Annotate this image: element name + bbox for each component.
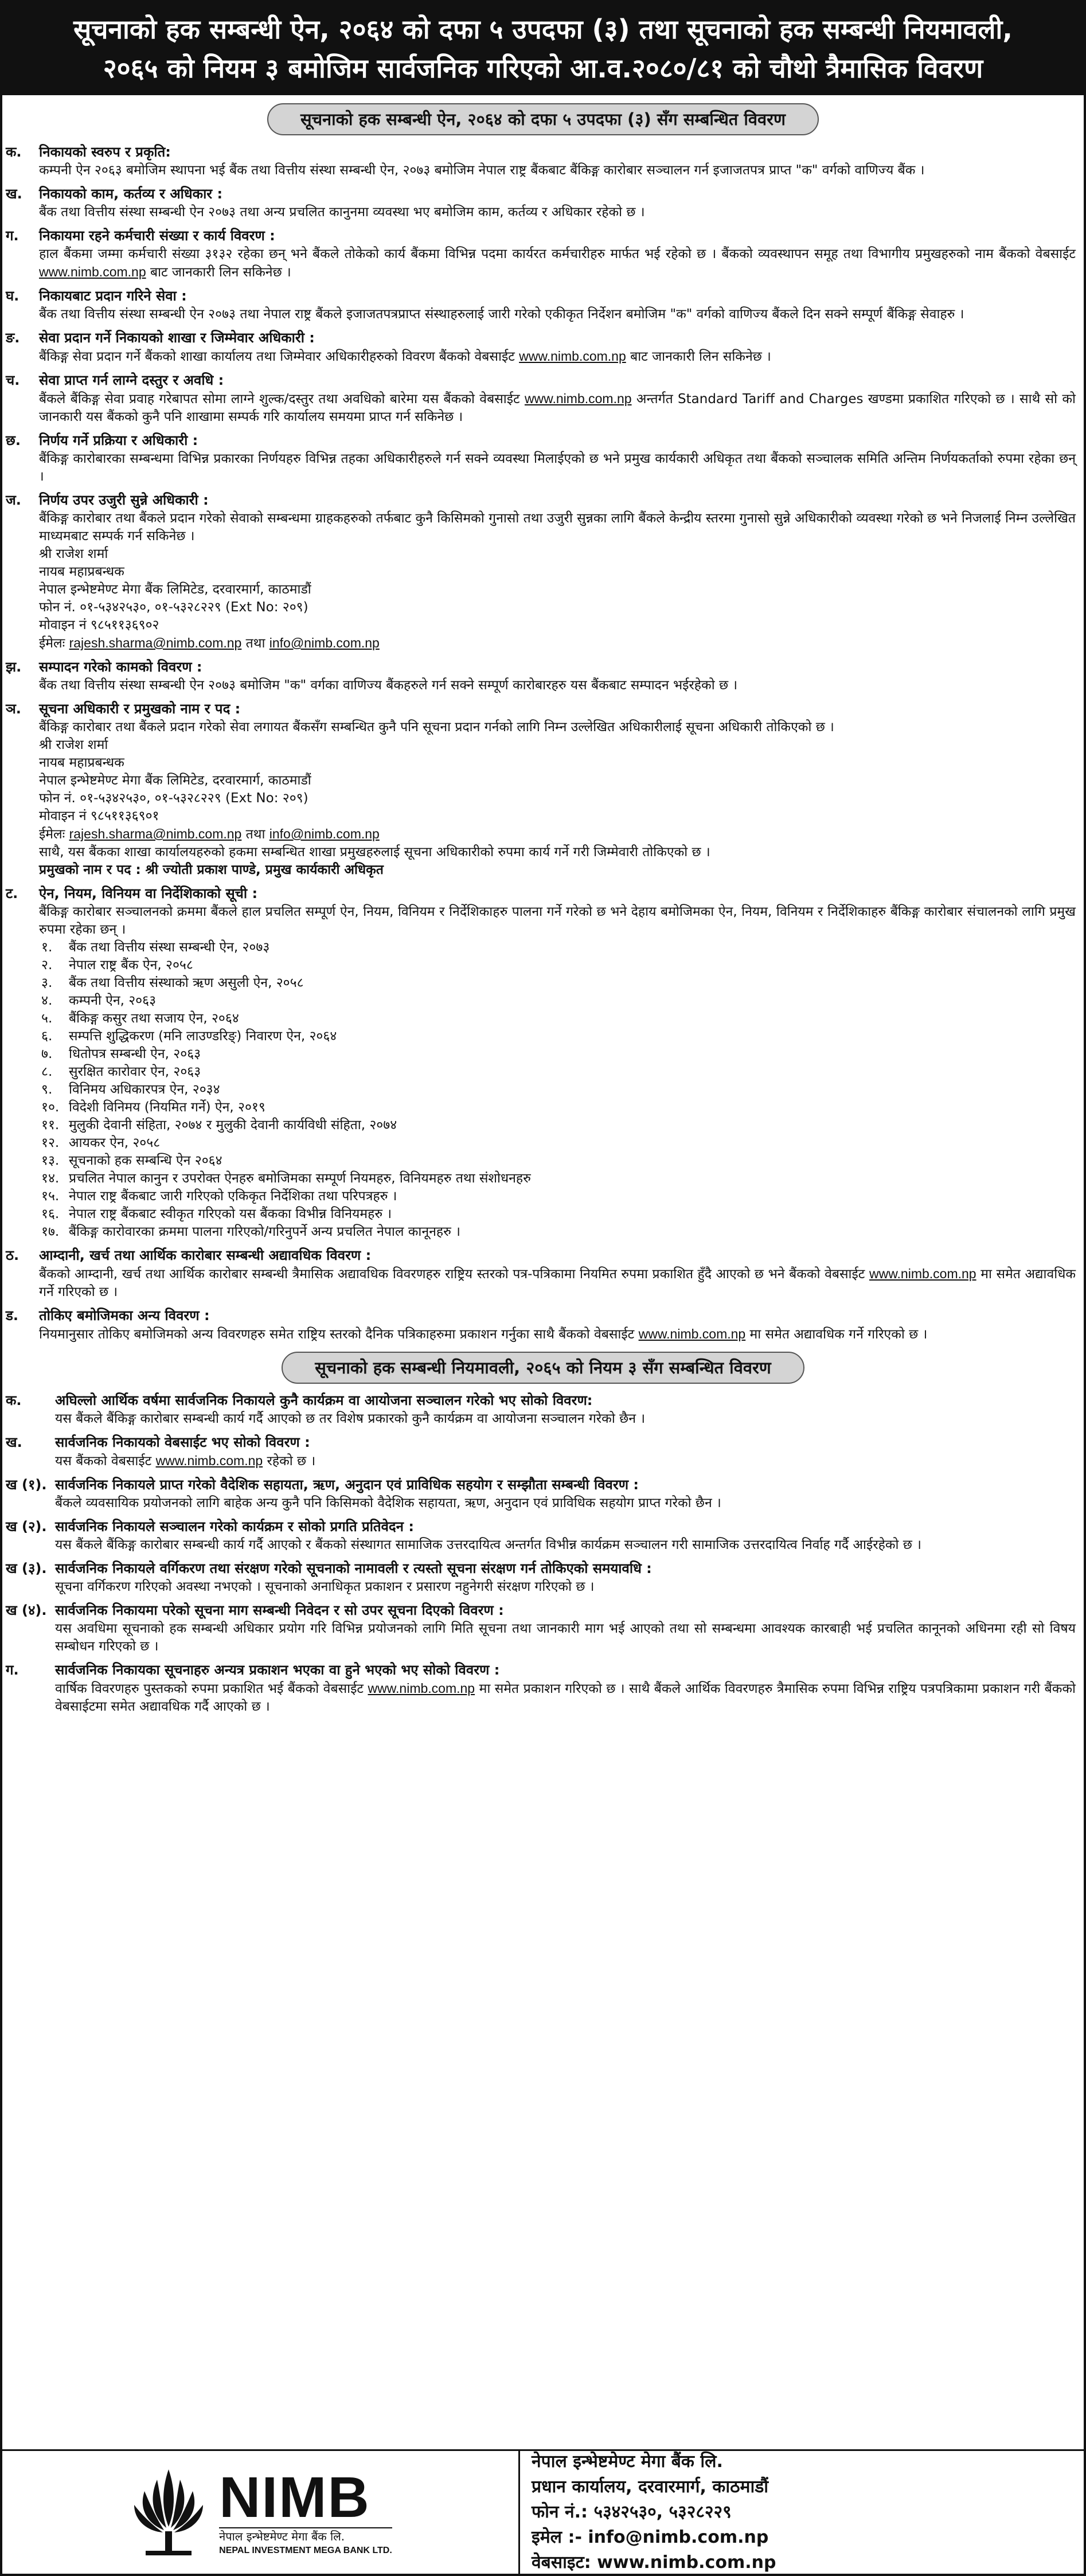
section-heading: निकायको काम, कर्तव्य र अधिकार :	[39, 186, 223, 202]
text-after-link: मा समेत अद्यावधिक गर्ने गरिएको छ ।	[749, 1327, 928, 1342]
section-marker: ख.	[6, 186, 22, 202]
section-marker: ड.	[6, 1307, 18, 1324]
text-before-link: नियमानुसार तोकिए बमोजिमको अन्य विवरणहरु समेत राष्ट्रिय स्तरको दैनिक पत्रिकाहरुमा प्रकाशन गर्नुका साथै बैंकको वेबसाईट	[39, 1327, 635, 1342]
section-heading: निर्णय उपर उजुरी सुन्ने अधिकारी :	[39, 492, 209, 508]
act-sections	[2, 142, 1084, 1344]
section-text: सूचना वर्गिकरण गरिएको अवस्था नभएको । सूचनाको अनाधिकृत प्रकाशन र प्रसारण नहुनेगरी संरक्षण गरिएको छ ।	[55, 1579, 595, 1594]
section-heading: सार्वजनिक निकायले प्राप्त गरेको वैदेशिक सहायता, ऋण, अनुदान एवं प्राविधिक सहयोग र सम्झौता सम्बन्धी विवरण :	[55, 1477, 639, 1493]
law-list-item	[41, 1134, 1076, 1152]
branch-officer-note: साथै, यस बैंकका शाखा कार्यालयहरुको हकमा सम्बन्धित शाखा प्रमुखहरुलाई सूचना अधिकारीको रुपमा कार्य गर्ने गरी जिम्मेवारी तोकिएको छ ।	[39, 845, 710, 860]
section-text	[39, 390, 1076, 426]
law-item-number: ४.	[41, 993, 53, 1008]
section-heading: सूचना अधिकारी र प्रमुखको नाम र पद :	[39, 701, 241, 717]
law-item-text: प्रचलित नेपाल कानुन र उपरोक्त ऐनहरु बमोजिमका सम्पूर्ण नियमहरु, विनियमहरु तथा संशोधनहरु	[69, 1171, 531, 1186]
section-cha	[6, 370, 1076, 426]
section-heading: सार्वजनिक निकायले सञ्चालन गरेको कार्यक्रम र सोको प्रगति प्रतिवेदन :	[55, 1519, 414, 1535]
email-link[interactable]: info@nimb.com.np	[269, 635, 380, 650]
bank-logo	[2, 2451, 518, 2574]
section-heading: सार्वजनिक निकायका सूचनाहरु अन्यत्र प्रकाशन भएका वा हुने भएको भए सोको विवरण :	[55, 1662, 500, 1678]
section-text: बैंकिङ्ग कारोबारका सम्बन्धमा विभिन्न प्रकारका निर्णयहरु विभिन्न तहका अधिकारीहरुले गर्न सक्ने व्यवस्था मिलाईएको छ भने प्रमुख कार्यकारी अधिकृत तथा बैंकको सञ्चालक समिति अन्तिम निर्णयकर्ताको रुपमा रहेका छन् ।	[39, 451, 1076, 484]
section-marker: ख (२).	[6, 1519, 47, 1535]
officer-designation: नायब महाप्रबन्धक	[39, 755, 124, 770]
contact-website[interactable]: वेबसाइट: www.nimb.com.np	[532, 2552, 776, 2573]
section-tha	[6, 1246, 1076, 1301]
section-marker: क.	[6, 144, 22, 160]
contact-block	[518, 2451, 1084, 2574]
section-marker: च.	[6, 372, 20, 388]
section-heading: सार्वजनिक निकायमा परेको सूचना माग सम्बन्धी निवेदन र सो उपर सूचना दिएको विवरण :	[55, 1602, 504, 1618]
section-marker: ग.	[6, 1662, 19, 1678]
contact-bank-name: नेपाल इन्भेष्टमेण्ट मेगा बैंक लि.	[532, 2452, 723, 2472]
text-before-link: बैंकले बैंकिङ्ग सेवा प्रवाह गरेबापत सोमा लाग्ने शुल्क/दस्तुर तथा अवधिको बारेमा यस बैंकको वेबसाईट	[39, 392, 520, 407]
text-before-link: बैंकको आम्दानी, खर्च तथा आर्थिक कारोबार सम्बन्धी त्रैमासिक अद्यावधिक विवरणहरु राष्ट्रिय स्तरको पत्र-पत्रिकामा नियमित रुपमा प्रकाशित हुँदै आएको छ भने बैंकको वेबसाईट	[39, 1267, 865, 1282]
law-item-text: सूचनाको हक सम्बन्धि ऐन २०६४	[69, 1153, 222, 1168]
law-item-text: नेपाल राष्ट्र बैंक ऐन, २०५८	[69, 958, 193, 973]
law-list-item	[41, 1063, 1076, 1081]
text-after-link: बाट जानकारी लिन सकिनेछ ।	[630, 349, 771, 364]
law-item-number: १५.	[41, 1189, 60, 1204]
phone-numbers: फोन नं. ०१-५३४२५३०, ०१-५३२८२२९	[39, 791, 221, 806]
section-text	[55, 1452, 1076, 1470]
law-list-item	[41, 1010, 1076, 1028]
law-list-item	[41, 1152, 1076, 1170]
text-after-link: मा समेत अद्यावधिक गर्ने गरिएको छ ।	[39, 1267, 1076, 1299]
law-item-text: विनिमय अधिकारपत्र ऐन, २०३४	[69, 1082, 220, 1097]
text-before-link: यस बैंकको वेबसाईट	[55, 1454, 152, 1469]
rule-section-kha-4	[6, 1601, 1076, 1656]
section-ka	[6, 142, 1076, 179]
section-marker: ञ.	[6, 701, 21, 717]
contact-phone: फोन नं.: ५३४२५३०, ५३२८२२९	[532, 2502, 732, 2522]
website-link[interactable]: www.nimb.com.np	[368, 1681, 475, 1696]
phone-numbers: फोन नं. ०१-५३४२५३०, ०१-५३२८२२९	[39, 600, 221, 615]
section-heading: सार्वजनिक निकायले वर्गिकरण तथा संरक्षण गरेको सूचनाको नामावली र त्यस्तो सूचना संरक्षण गर्न तोकिएको समयावधि :	[55, 1560, 652, 1576]
section-text	[39, 1265, 1076, 1301]
section-heading: सार्वजनिक निकायको वेबसाईट भए सोको विवरण :	[55, 1434, 310, 1450]
section-marker: ग.	[6, 228, 19, 244]
section-heading: निकायबाट प्रदान गरिने सेवा :	[39, 288, 187, 304]
section-heading: आम्दानी, खर्च तथा आर्थिक कारोबार सम्बन्धी अद्यावधिक विवरण :	[39, 1247, 372, 1263]
law-list-item	[41, 1081, 1076, 1099]
officer-name: श्री राजेश शर्मा	[39, 737, 108, 752]
section-marker: झ.	[6, 659, 22, 675]
title-line-1: सूचनाको हक सम्बन्धी ऐन, २०६४ को दफा ५ उपदफा (३) तथा सूचनाको हक सम्बन्धी नियमावली,	[73, 14, 1013, 45]
website-link[interactable]: www.nimb.com.np	[869, 1266, 976, 1281]
officer-email	[39, 634, 1076, 653]
section-heading: सेवा प्रदान गर्ने निकायको शाखा र जिम्मेवार अधिकारी :	[39, 330, 315, 346]
section-marker: ख (४).	[6, 1602, 47, 1618]
section-heading: सेवा प्राप्त गर्न लाग्ने दस्तुर र अवधि :	[39, 372, 224, 388]
section-text	[39, 245, 1076, 282]
section-text	[55, 1680, 1076, 1716]
logo-subtitle-nepali: नेपाल इन्भेष्टमेण्ट मेगा बैंक लि.	[219, 2527, 392, 2544]
phone-extension: (Ext No: २०९)	[225, 791, 308, 806]
officer-email	[39, 825, 1076, 844]
law-item-text: बैंक तथा वित्तीय संस्थाको ऋण असुली ऐन, २०५८	[69, 975, 304, 990]
rule-section-kha	[6, 1433, 1076, 1470]
law-item-text: विदेशी विनिमय (नियमित गर्ने) ऐन, २०१९	[69, 1100, 265, 1115]
title-banner	[2, 2, 1084, 95]
website-link[interactable]: www.nimb.com.np	[39, 264, 146, 279]
section-text: यस बैंकले बैंकिङ्ग कारोबार सम्बन्धी कार्य गर्दै आएको र बैंकको संस्थागत सामाजिक उत्तरदायित्व अन्तर्गत विभीन्न कार्यक्रम सञ्चालन गरी सामाजिक उत्तरदायित्व निर्वाह गर्दै आईरहेको छ ।	[55, 1537, 921, 1552]
officer-mobile: मोवाइन नं ९८५११३६९०२	[39, 618, 159, 633]
lotus-logo-icon	[128, 2464, 209, 2561]
law-item-number: ७.	[41, 1047, 53, 1061]
law-list-item	[41, 1117, 1076, 1134]
law-item-text: धितोपत्र सम्बन्धी ऐन, २०६३	[69, 1047, 201, 1061]
officer-organization: नेपाल इन्भेष्टमेण्ट मेगा बैंक लिमिटेड, दरवारमार्ग, काठमाडौं	[39, 582, 311, 597]
section-gha	[6, 286, 1076, 323]
text-before-link: हाल बैंकमा जम्मा कर्मचारी संख्या ३१३२ रहेका छन् भने बैंकले तोकेको कार्य बैंकमा विभिन्न पदमा कार्यरत कर्मचारीहरु मार्फत भई रहेको छ । बैंकको व्यवस्थापन समूह तथा विभागीय प्रमुखहरुको नाम बैंकको वेबसाईट	[39, 247, 1076, 261]
footer	[2, 2449, 1084, 2574]
section-marker: क.	[6, 1392, 22, 1408]
law-item-number: १६.	[41, 1207, 60, 1221]
section-title-act: सूचनाको हक सम्बन्धी ऐन, २०६४ को दफा ५ उपदफा (३) सँग सम्बन्धित विवरण	[267, 103, 819, 135]
law-list	[39, 939, 1076, 1241]
section-text: कम्पनी ऐन २०६३ बमोजिम स्थापना भई बैंक तथा वित्तीय संस्था सम्बन्धी ऐन, २०७३ बमोजिम नेपाल राष्ट्र बैंकबाट बैंकिङ्ग कारोबार सञ्चालन गर्न इजाजतपत्र प्राप्त "क" वर्गको वाणिज्य बैंक ।	[39, 163, 925, 178]
section-text	[39, 1325, 1076, 1344]
law-list-item	[41, 1028, 1076, 1045]
law-item-number: ८.	[41, 1064, 53, 1079]
section-heading: सम्पादन गरेको कामको विवरण :	[39, 659, 202, 675]
section-marker: छ.	[6, 432, 21, 448]
email-label: ईमेलः	[39, 636, 65, 651]
section-nga	[6, 328, 1076, 366]
website-link[interactable]: www.nimb.com.np	[155, 1453, 263, 1468]
section-marker: ज.	[6, 492, 21, 508]
text-after-link: रहेको छ ।	[267, 1454, 316, 1469]
law-item-number: १४.	[41, 1171, 60, 1186]
text-after-link: बाट जानकारी लिन सकिनेछ ।	[150, 265, 291, 280]
officer-mobile: मोवाइन नं ९८५११३६९०१	[39, 809, 159, 823]
section-ga	[6, 226, 1076, 282]
section-text: बैंक तथा वित्तीय संस्था सम्बन्धी ऐन २०७३ तथा अन्य प्रचलित कानुनमा व्यवस्था भए बमोजिम काम, कर्तव्य र अधिकार रहेको छ ।	[39, 205, 645, 220]
email-joiner: तथा	[245, 827, 265, 842]
website-link[interactable]: www.nimb.com.np	[524, 391, 632, 406]
section-marker: घ.	[6, 288, 19, 304]
contact-office: प्रधान कार्यालय, दरवारमार्ग, काठमाडौं	[532, 2477, 769, 2497]
email-link[interactable]: rajesh.sharma@nimb.com.np	[69, 826, 242, 841]
officer-phone	[39, 790, 1076, 807]
officer-organization: नेपाल इन्भेष्टमेण्ट मेगा बैंक लिमिटेड, दरवारमार्ग, काठमाडौं	[39, 773, 311, 788]
phone-extension: (Ext No: २०९)	[225, 600, 308, 615]
section-text: बैंक तथा वित्तीय संस्था सम्बन्धी ऐन २०७३ बमोजिम "क" वर्गका वाणिज्य बैंकहरुले गर्न सक्ने सम्पूर्ण कारोबारहरु यस बैंकबाट सम्पादन भईरहेको छ ।	[39, 678, 738, 693]
law-item-text: बैंकिङ्ग कारोवारका क्रममा पालना गरिएको/गरिनुपर्ने अन्य प्रचलित नेपाल कानूनहरु ।	[69, 1224, 460, 1239]
rules-sections	[2, 1391, 1084, 1716]
law-list-item	[41, 1099, 1076, 1117]
law-item-number: १७.	[41, 1224, 60, 1239]
law-item-text: सम्पत्ति शुद्धिकरण (मनि लाउण्डरिङ्) निवारण ऐन, २०६४	[69, 1029, 337, 1044]
law-list-item	[41, 939, 1076, 957]
section-title-rules: सूचनाको हक सम्बन्धी नियमावली, २०६५ को नियम ३ सँग सम्बन्धित विवरण	[282, 1352, 804, 1384]
section-marker: ठ.	[6, 1247, 19, 1263]
section-text: यस बैंकले बैंकिङ्ग कारोबार सम्बन्धी कार्य गर्दै आएको छ तर विशेष प्रकारको कुनै कार्यक्रम वा आयोजना सञ्चालन गरेको छैन ।	[55, 1411, 646, 1426]
law-list-item	[41, 1170, 1076, 1188]
section-heading: ऐन, नियम, विनियम वा निर्देशिकाको सूची :	[39, 885, 258, 901]
law-item-number: १.	[41, 940, 53, 955]
law-item-number: १०.	[41, 1100, 60, 1115]
section-marker: ङ.	[6, 330, 20, 346]
text-before-link: वार्षिक विवरणहरु पुस्तकको रुपमा प्रकाशित भई बैंकको वेबसाईट	[55, 1681, 364, 1696]
email-link[interactable]: rajesh.sharma@nimb.com.np	[69, 635, 242, 650]
rule-section-ga	[6, 1660, 1076, 1716]
law-list-item	[41, 957, 1076, 974]
rule-section-kha-2	[6, 1517, 1076, 1554]
section-text: बैंकिङ्ग कारोबार सञ्चालनको क्रममा बैंकले हाल प्रचलित सम्पूर्ण ऐन, नियम, विनियम र निर्देशिकाहरु पालना गर्ने गरेको छ भने देहाय बमोजिमका ऐन, नियम, विनियम र निर्देशिकाहरु बैंकिङ्ग कारोबार संचालनको लागि प्रमुख रुपमा रहेका छन् ।	[39, 904, 1076, 937]
officer-designation: नायब महाप्रबन्धक	[39, 564, 124, 579]
section-da	[6, 1306, 1076, 1344]
section-text: बैंकिङ्ग कारोबार तथा बैंकले प्रदान गरेको सेवा लगायत बैंकसँग सम्बन्धित कुनै पनि सूचना प्रदान गर्नको लागि निम्न उल्लेखित अधिकारीलाई सूचना अधिकारी तोकिएको छ ।	[39, 720, 834, 735]
title-line-2: २०६५ को नियम ३ बमोजिम सार्वजनिक गरिएको आ.व.२०८०/८१ को चौथो त्रैमासिक विवरण	[103, 53, 983, 84]
law-item-number: १३.	[41, 1153, 60, 1168]
law-item-number: २.	[41, 958, 53, 973]
law-item-text: आयकर ऐन, २०५८	[69, 1135, 161, 1150]
email-label: ईमेलः	[39, 827, 65, 842]
law-list-item	[41, 1188, 1076, 1205]
section-kha	[6, 184, 1076, 221]
logo-subtitle-english: NEPAL INVESTMENT MEGA BANK LTD.	[219, 2546, 392, 2555]
rule-section-kha-1	[6, 1475, 1076, 1512]
email-link[interactable]: info@nimb.com.np	[269, 826, 380, 841]
section-text: बैंकिङ्ग कारोबार तथा बैंकले प्रदान गरेको सेवाको सम्बन्धमा ग्राहकहरुको तर्फबाट कुनै किसिमको गुनासो तथा उजुरी सुन्नका लागि बैंकले केन्द्रीय स्तरमा गुनासो सुन्ने अधिकारीको व्यवस्था गरेको छ भने निजलाई निम्न उल्लेखित माध्यमबाट सम्पर्क गर्न सकिनेछ ।	[39, 511, 1076, 544]
law-item-number: ६.	[41, 1029, 53, 1044]
rule-section-ka	[6, 1391, 1076, 1428]
law-item-text: मुलुकी देवानी संहिता, २०७४ र मुलुकी देवानी कार्यविधी संहिता, २०७४	[69, 1118, 397, 1133]
contact-email[interactable]: इमेल :- info@nimb.com.np	[532, 2527, 769, 2547]
law-item-text: नेपाल राष्ट्र बैंकबाट स्वीकृत गरिएको यस बैंकका विभीन्न विनियमहरु ।	[69, 1207, 392, 1221]
section-marker: ट.	[6, 885, 18, 901]
officer-name: श्री राजेश शर्मा	[39, 547, 108, 561]
rule-section-kha-3	[6, 1559, 1076, 1596]
law-item-number: ५.	[41, 1011, 53, 1026]
law-item-number: १२.	[41, 1135, 60, 1150]
section-heading: तोकिए बमोजिमका अन्य विवरण :	[39, 1307, 210, 1324]
law-list-item	[41, 1205, 1076, 1223]
law-item-text: बैंक तथा वित्तीय संस्था सम्बन्धी ऐन, २०७३	[69, 940, 270, 955]
email-joiner: तथा	[245, 636, 265, 651]
law-list-item	[41, 1045, 1076, 1063]
website-link[interactable]: www.nimb.com.np	[519, 349, 626, 364]
law-list-item	[41, 992, 1076, 1010]
section-text: यस अवधिमा सूचनाको हक सम्बन्धी अधिकार प्रयोग गरि विभिन्न प्रयोजनको लागि मिति सूचना तथा जानकारी माग भई आएको तथा सो सम्बन्धमा आवश्यक कारबाही भई प्रचलित कानूनको अधिनमा रही सो विषय सम्बोधन गरिएको छ ।	[55, 1621, 1076, 1654]
section-marker: ख.	[6, 1434, 22, 1450]
law-item-text: बैंकिङ्ग कसुर तथा सजाय ऐन, २०६४	[69, 1011, 239, 1026]
section-chha	[6, 431, 1076, 486]
logo-wordmark: NIMB	[219, 2465, 370, 2530]
law-list-item	[41, 974, 1076, 992]
section-marker: ख (१).	[6, 1477, 47, 1493]
law-list-item	[41, 1223, 1076, 1241]
section-heading: निकायको स्वरुप र प्रकृति:	[39, 144, 171, 160]
section-text: बैंकले व्यवसायिक प्रयोजनको लागि बाहेक अन्य कुनै पनि किसिमको वैदेशिक सहायता, ऋण, अनुदान एवं प्राविधिक सहयोग प्राप्त गरेको छैन ।	[55, 1496, 721, 1511]
law-item-number: ३.	[41, 975, 53, 990]
section-heading: निकायमा रहने कर्मचारी संख्या र कार्य विवरण :	[39, 228, 275, 244]
text-after-link: अन्तर्गत Standard Tariff and Charges खण्डमा प्रकाशित गरिएको छ । साथै सो को जानकारी यस बैंकको कुनै पनि शाखामा सम्पर्क गरि कार्यालय समयमा प्राप्त गर्न सकिनेछ ।	[39, 392, 1076, 424]
section-ta	[6, 884, 1076, 1241]
text-before-link: बैंकिङ्ग सेवा प्रदान गर्ने बैंकको शाखा कार्यालय तथा जिम्मेवार अधिकारीहरुको विवरण बैंकको वेबसाईट	[39, 349, 515, 364]
officer-phone	[39, 599, 1076, 616]
section-jha	[6, 657, 1076, 694]
chief-executive: प्रमुखको नाम र पद : श्री ज्योती प्रकाश पाण्डे, प्रमुख कार्यकारी अधिकृत	[39, 862, 384, 877]
law-item-number: ११.	[41, 1118, 60, 1133]
website-link[interactable]: www.nimb.com.np	[638, 1326, 746, 1341]
law-item-number: ९.	[41, 1082, 53, 1097]
law-item-text: सुरक्षित कारोवार ऐन, २०६३	[69, 1064, 201, 1079]
section-heading: अघिल्लो आर्थिक वर्षमा सार्वजनिक निकायले कुनै कार्यक्रम वा आयोजना सञ्चालन गरेको भए सोको विवरण:	[55, 1392, 593, 1408]
section-heading: निर्णय गर्ने प्रक्रिया र अधिकारी :	[39, 432, 198, 448]
law-item-text: कम्पनी ऐन, २०६३	[69, 993, 157, 1008]
section-text: बैंक तथा वित्तीय संस्था सम्बन्धी ऐन २०७३ तथा नेपाल राष्ट्र बैंकले इजाजतपत्रप्राप्त संस्थाहरुलाई जारी गरेको एकीकृत निर्देशन बमोजिम "क" वर्गको वाणिज्य बैंकले दिन सक्ने सम्पूर्ण बैंकिङ्ग सेवाहरु ।	[39, 307, 964, 322]
section-nya	[6, 699, 1076, 879]
section-text	[39, 348, 1076, 366]
section-ja	[6, 490, 1076, 653]
section-marker: ख (३).	[6, 1560, 47, 1576]
text-after-link: मा समेत प्रकाशन गरिएको छ । साथै बैंकले आर्थिक विवरणहरु त्रैमासिक रुपमा विभिन्न राष्ट्रिय पत्रपत्रिकामा प्रकाशन गरी बैंकको वेबसाईटमा समेत अद्यावधिक गर्दै आएको छ ।	[55, 1681, 1076, 1714]
law-item-text: नेपाल राष्ट्र बैंकबाट जारी गरिएको एकिकृत निर्देशिका तथा परिपत्रहरु ।	[69, 1189, 397, 1204]
